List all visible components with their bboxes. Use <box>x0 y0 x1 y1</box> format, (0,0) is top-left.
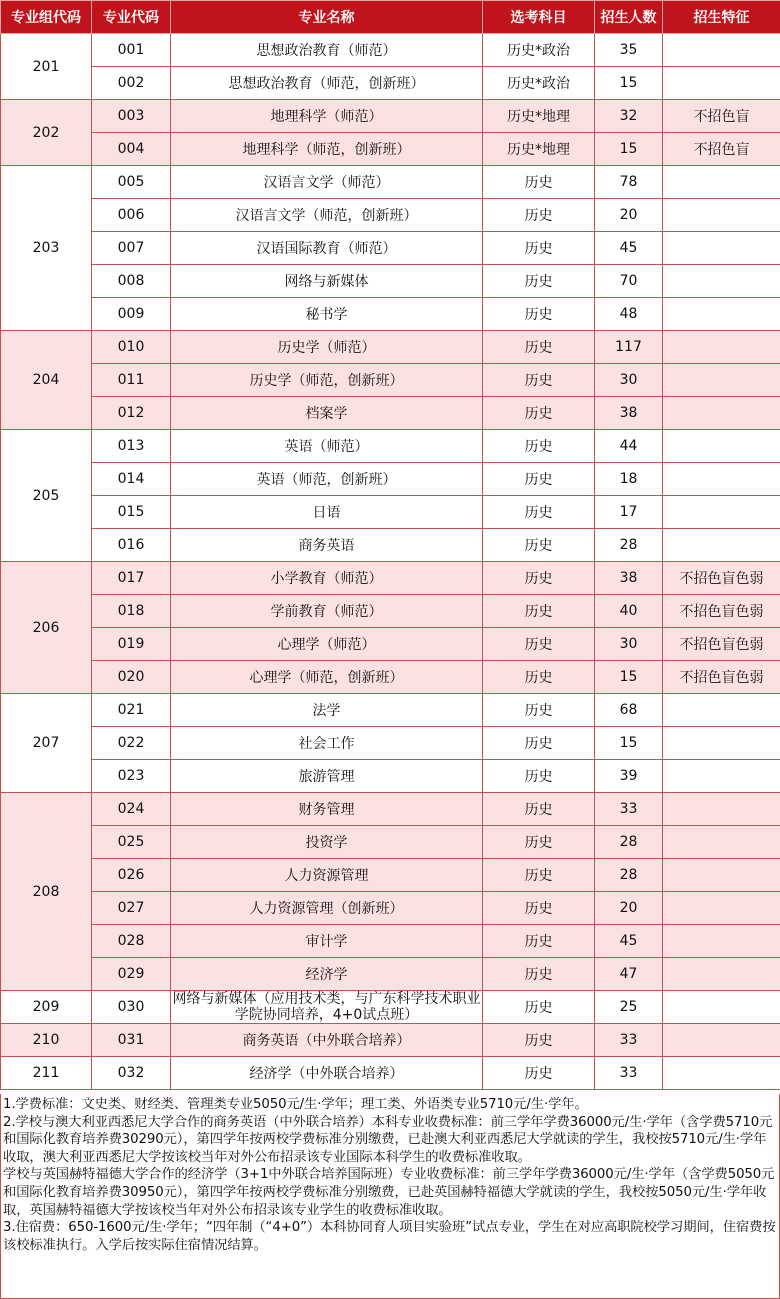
major-name-cell: 汉语国际教育（师范） <box>171 232 483 265</box>
major-code-cell: 032 <box>92 1057 171 1090</box>
subject-cell: 历史 <box>483 628 595 661</box>
group-code-cell: 202 <box>1 100 92 166</box>
table-row <box>1 661 780 694</box>
count-cell: 32 <box>595 100 663 133</box>
table-row <box>1 430 780 463</box>
count-cell: 48 <box>595 298 663 331</box>
note-herts-fee: 学校与英国赫特福德大学合作的经济学（3+1中外联合培养国际班）专业收费标准：前三学年学费36000元/生·学年（含学费5050元和国际化教育培养费30950元），第四学年按两校学费标准分别缴费，已赴英国赫特福德大学就读的学生，我校按5050元/生·学年收取，英国赫特福德大学按该校当年对外公布招录该专业学生的收费标准收取。 <box>3 1166 777 1219</box>
major-code-cell: 025 <box>92 826 171 859</box>
table-row <box>1 496 780 529</box>
table-body <box>1 34 780 1090</box>
major-name-cell: 网络与新媒体（应用技术类，与广东科学技术职业学院协同培养，4+0试点班） <box>171 991 483 1024</box>
table-row <box>1 232 780 265</box>
major-name-cell: 商务英语 <box>171 529 483 562</box>
table-row <box>1 166 780 199</box>
header-subject: 选考科目 <box>483 1 595 34</box>
major-name-cell: 汉语言文学（师范） <box>171 166 483 199</box>
group-code-cell: 208 <box>1 793 92 991</box>
subject-cell: 历史 <box>483 595 595 628</box>
count-cell: 44 <box>595 430 663 463</box>
table-row <box>1 727 780 760</box>
table-row <box>1 991 780 1024</box>
table-row <box>1 793 780 826</box>
subject-cell: 历史 <box>483 892 595 925</box>
feature-cell <box>663 298 780 331</box>
major-code-cell: 028 <box>92 925 171 958</box>
major-name-cell: 心理学（师范，创新班） <box>171 661 483 694</box>
table-row <box>1 694 780 727</box>
feature-cell <box>663 859 780 892</box>
count-cell: 33 <box>595 1057 663 1090</box>
major-name-cell: 网络与新媒体 <box>171 265 483 298</box>
table-row <box>1 265 780 298</box>
feature-cell <box>663 496 780 529</box>
feature-cell <box>663 430 780 463</box>
subject-cell: 历史 <box>483 925 595 958</box>
subject-cell: 历史*地理 <box>483 133 595 166</box>
table-row <box>1 1024 780 1057</box>
count-cell: 15 <box>595 133 663 166</box>
subject-cell: 历史 <box>483 364 595 397</box>
table-row <box>1 199 780 232</box>
feature-cell <box>663 958 780 991</box>
subject-cell: 历史 <box>483 265 595 298</box>
feature-cell <box>663 67 780 100</box>
major-code-cell: 030 <box>92 991 171 1024</box>
subject-cell: 历史 <box>483 661 595 694</box>
subject-cell: 历史 <box>483 463 595 496</box>
subject-cell: 历史*政治 <box>483 34 595 67</box>
major-name-cell: 人力资源管理（创新班） <box>171 892 483 925</box>
major-name-cell: 学前教育（师范） <box>171 595 483 628</box>
feature-cell: 不招色盲 <box>663 100 780 133</box>
count-cell: 33 <box>595 793 663 826</box>
count-cell: 68 <box>595 694 663 727</box>
major-name-cell: 汉语言文学（师范，创新班） <box>171 199 483 232</box>
table-row <box>1 34 780 67</box>
group-code-cell: 203 <box>1 166 92 331</box>
feature-cell: 不招色盲色弱 <box>663 562 780 595</box>
major-name-cell: 审计学 <box>171 925 483 958</box>
major-code-cell: 010 <box>92 331 171 364</box>
count-cell: 38 <box>595 562 663 595</box>
table-row <box>1 397 780 430</box>
major-code-cell: 026 <box>92 859 171 892</box>
count-cell: 47 <box>595 958 663 991</box>
feature-cell <box>663 397 780 430</box>
feature-cell: 不招色盲色弱 <box>663 628 780 661</box>
table-row <box>1 595 780 628</box>
major-code-cell: 027 <box>92 892 171 925</box>
subject-cell: 历史 <box>483 826 595 859</box>
count-cell: 30 <box>595 364 663 397</box>
subject-cell: 历史 <box>483 298 595 331</box>
table-row <box>1 562 780 595</box>
note-wsu-fee: 2.学校与澳大利亚西悉尼大学合作的商务英语（中外联合培养）本科专业收费标准：前三学年学费36000元/生·学年（含学费5710元和国际化教育培养费30290元），第四学年按两校学费标准分别缴费，已赴澳大利亚西悉尼大学就读的学生，我校按5710元/生·学年收取，澳大利亚西悉尼大学按该校当年对外公布招录该专业国际本科学生的收费标准收取。 <box>3 1114 777 1167</box>
feature-cell <box>663 463 780 496</box>
feature-cell <box>663 166 780 199</box>
subject-cell: 历史 <box>483 727 595 760</box>
major-code-cell: 008 <box>92 265 171 298</box>
count-cell: 78 <box>595 166 663 199</box>
table-row <box>1 331 780 364</box>
major-code-cell: 016 <box>92 529 171 562</box>
count-cell: 25 <box>595 991 663 1024</box>
header-major-code: 专业代码 <box>92 1 171 34</box>
subject-cell: 历史 <box>483 166 595 199</box>
table-row <box>1 463 780 496</box>
table-row <box>1 133 780 166</box>
major-name-cell: 地理科学（师范） <box>171 100 483 133</box>
feature-cell <box>663 199 780 232</box>
count-cell: 35 <box>595 34 663 67</box>
major-name-cell: 历史学（师范，创新班） <box>171 364 483 397</box>
feature-cell <box>663 826 780 859</box>
table-row <box>1 892 780 925</box>
table-row <box>1 826 780 859</box>
feature-cell <box>663 232 780 265</box>
major-code-cell: 001 <box>92 34 171 67</box>
major-name-cell: 人力资源管理 <box>171 859 483 892</box>
major-code-cell: 018 <box>92 595 171 628</box>
major-code-cell: 019 <box>92 628 171 661</box>
count-cell: 28 <box>595 826 663 859</box>
table-row <box>1 760 780 793</box>
count-cell: 38 <box>595 397 663 430</box>
subject-cell: 历史 <box>483 397 595 430</box>
header-major-name: 专业名称 <box>171 1 483 34</box>
subject-cell: 历史 <box>483 529 595 562</box>
count-cell: 18 <box>595 463 663 496</box>
count-cell: 40 <box>595 595 663 628</box>
header-group-code: 专业组代码 <box>1 1 92 34</box>
table-row <box>1 628 780 661</box>
note-fee-standard: 1.学费标准：文史类、财经类、管理类专业5050元/生·学年；理工类、外语类专业5710元/生·学年。 <box>3 1096 777 1114</box>
major-name-cell: 秘书学 <box>171 298 483 331</box>
table-header-row <box>1 1 780 34</box>
major-name-cell: 档案学 <box>171 397 483 430</box>
count-cell: 33 <box>595 1024 663 1057</box>
count-cell: 30 <box>595 628 663 661</box>
count-cell: 70 <box>595 265 663 298</box>
major-name-cell: 投资学 <box>171 826 483 859</box>
feature-cell <box>663 265 780 298</box>
group-code-cell: 206 <box>1 562 92 694</box>
major-code-cell: 013 <box>92 430 171 463</box>
feature-cell <box>663 1024 780 1057</box>
subject-cell: 历史 <box>483 991 595 1024</box>
feature-cell <box>663 892 780 925</box>
subject-cell: 历史 <box>483 958 595 991</box>
major-name-cell: 日语 <box>171 496 483 529</box>
count-cell: 15 <box>595 661 663 694</box>
feature-cell <box>663 364 780 397</box>
major-name-cell: 历史学（师范） <box>171 331 483 364</box>
feature-cell <box>663 727 780 760</box>
major-name-cell: 商务英语（中外联合培养） <box>171 1024 483 1057</box>
major-name-cell: 小学教育（师范） <box>171 562 483 595</box>
major-name-cell: 经济学（中外联合培养） <box>171 1057 483 1090</box>
major-code-cell: 004 <box>92 133 171 166</box>
major-code-cell: 022 <box>92 727 171 760</box>
major-name-cell: 法学 <box>171 694 483 727</box>
major-name-cell: 思想政治教育（师范，创新班） <box>171 67 483 100</box>
major-name-cell: 社会工作 <box>171 727 483 760</box>
group-code-cell: 207 <box>1 694 92 793</box>
major-code-cell: 024 <box>92 793 171 826</box>
count-cell: 28 <box>595 859 663 892</box>
subject-cell: 历史 <box>483 859 595 892</box>
group-code-cell: 211 <box>1 1057 92 1090</box>
feature-cell: 不招色盲 <box>663 133 780 166</box>
major-name-cell: 思想政治教育（师范） <box>171 34 483 67</box>
subject-cell: 历史 <box>483 232 595 265</box>
group-code-cell: 210 <box>1 1024 92 1057</box>
major-name-cell: 英语（师范，创新班） <box>171 463 483 496</box>
major-code-cell: 012 <box>92 397 171 430</box>
feature-cell: 不招色盲色弱 <box>663 661 780 694</box>
major-name-cell: 地理科学（师范，创新班） <box>171 133 483 166</box>
subject-cell: 历史 <box>483 430 595 463</box>
header-count: 招生人数 <box>595 1 663 34</box>
feature-cell <box>663 1057 780 1090</box>
feature-cell <box>663 529 780 562</box>
subject-cell: 历史 <box>483 1024 595 1057</box>
table-row <box>1 925 780 958</box>
table-row <box>1 364 780 397</box>
feature-cell <box>663 34 780 67</box>
feature-cell <box>663 760 780 793</box>
major-code-cell: 009 <box>92 298 171 331</box>
subject-cell: 历史 <box>483 760 595 793</box>
major-code-cell: 031 <box>92 1024 171 1057</box>
table-row <box>1 958 780 991</box>
major-code-cell: 015 <box>92 496 171 529</box>
major-name-cell: 英语（师范） <box>171 430 483 463</box>
table-row <box>1 1057 780 1090</box>
group-code-cell: 204 <box>1 331 92 430</box>
count-cell: 20 <box>595 892 663 925</box>
major-code-cell: 006 <box>92 199 171 232</box>
group-code-cell: 205 <box>1 430 92 562</box>
major-code-cell: 021 <box>92 694 171 727</box>
count-cell: 15 <box>595 67 663 100</box>
feature-cell <box>663 991 780 1024</box>
table-row <box>1 298 780 331</box>
count-cell: 28 <box>595 529 663 562</box>
feature-cell <box>663 331 780 364</box>
major-code-cell: 003 <box>92 100 171 133</box>
notes-section <box>0 1094 780 1299</box>
subject-cell: 历史*政治 <box>483 67 595 100</box>
major-code-cell: 017 <box>92 562 171 595</box>
subject-cell: 历史 <box>483 694 595 727</box>
subject-cell: 历史 <box>483 496 595 529</box>
subject-cell: 历史 <box>483 331 595 364</box>
major-code-cell: 029 <box>92 958 171 991</box>
count-cell: 45 <box>595 925 663 958</box>
major-code-cell: 007 <box>92 232 171 265</box>
table-row <box>1 67 780 100</box>
subject-cell: 历史 <box>483 793 595 826</box>
major-code-cell: 011 <box>92 364 171 397</box>
major-code-cell: 014 <box>92 463 171 496</box>
count-cell: 45 <box>595 232 663 265</box>
table-row <box>1 859 780 892</box>
note-accommodation: 3.住宿费：650-1600元/生·学年；“四年制（“4+0”）本科协同育人项目实验班”试点专业，学生在对应高职院校学习期间，住宿费按该校标准执行。入学后按实际住宿情况结算。 <box>3 1219 777 1254</box>
subject-cell: 历史 <box>483 562 595 595</box>
major-name-cell: 旅游管理 <box>171 760 483 793</box>
count-cell: 39 <box>595 760 663 793</box>
subject-cell: 历史 <box>483 199 595 232</box>
table-row <box>1 100 780 133</box>
feature-cell <box>663 694 780 727</box>
feature-cell <box>663 793 780 826</box>
feature-cell <box>663 925 780 958</box>
subject-cell: 历史*地理 <box>483 100 595 133</box>
major-code-cell: 020 <box>92 661 171 694</box>
table-row <box>1 529 780 562</box>
major-name-cell: 心理学（师范） <box>171 628 483 661</box>
major-code-cell: 023 <box>92 760 171 793</box>
subject-cell: 历史 <box>483 1057 595 1090</box>
header-feature: 招生特征 <box>663 1 780 34</box>
major-code-cell: 002 <box>92 67 171 100</box>
count-cell: 17 <box>595 496 663 529</box>
major-name-cell: 财务管理 <box>171 793 483 826</box>
major-name-cell: 经济学 <box>171 958 483 991</box>
group-code-cell: 209 <box>1 991 92 1024</box>
count-cell: 20 <box>595 199 663 232</box>
major-code-cell: 005 <box>92 166 171 199</box>
count-cell: 117 <box>595 331 663 364</box>
group-code-cell: 201 <box>1 34 92 100</box>
count-cell: 15 <box>595 727 663 760</box>
feature-cell: 不招色盲色弱 <box>663 595 780 628</box>
